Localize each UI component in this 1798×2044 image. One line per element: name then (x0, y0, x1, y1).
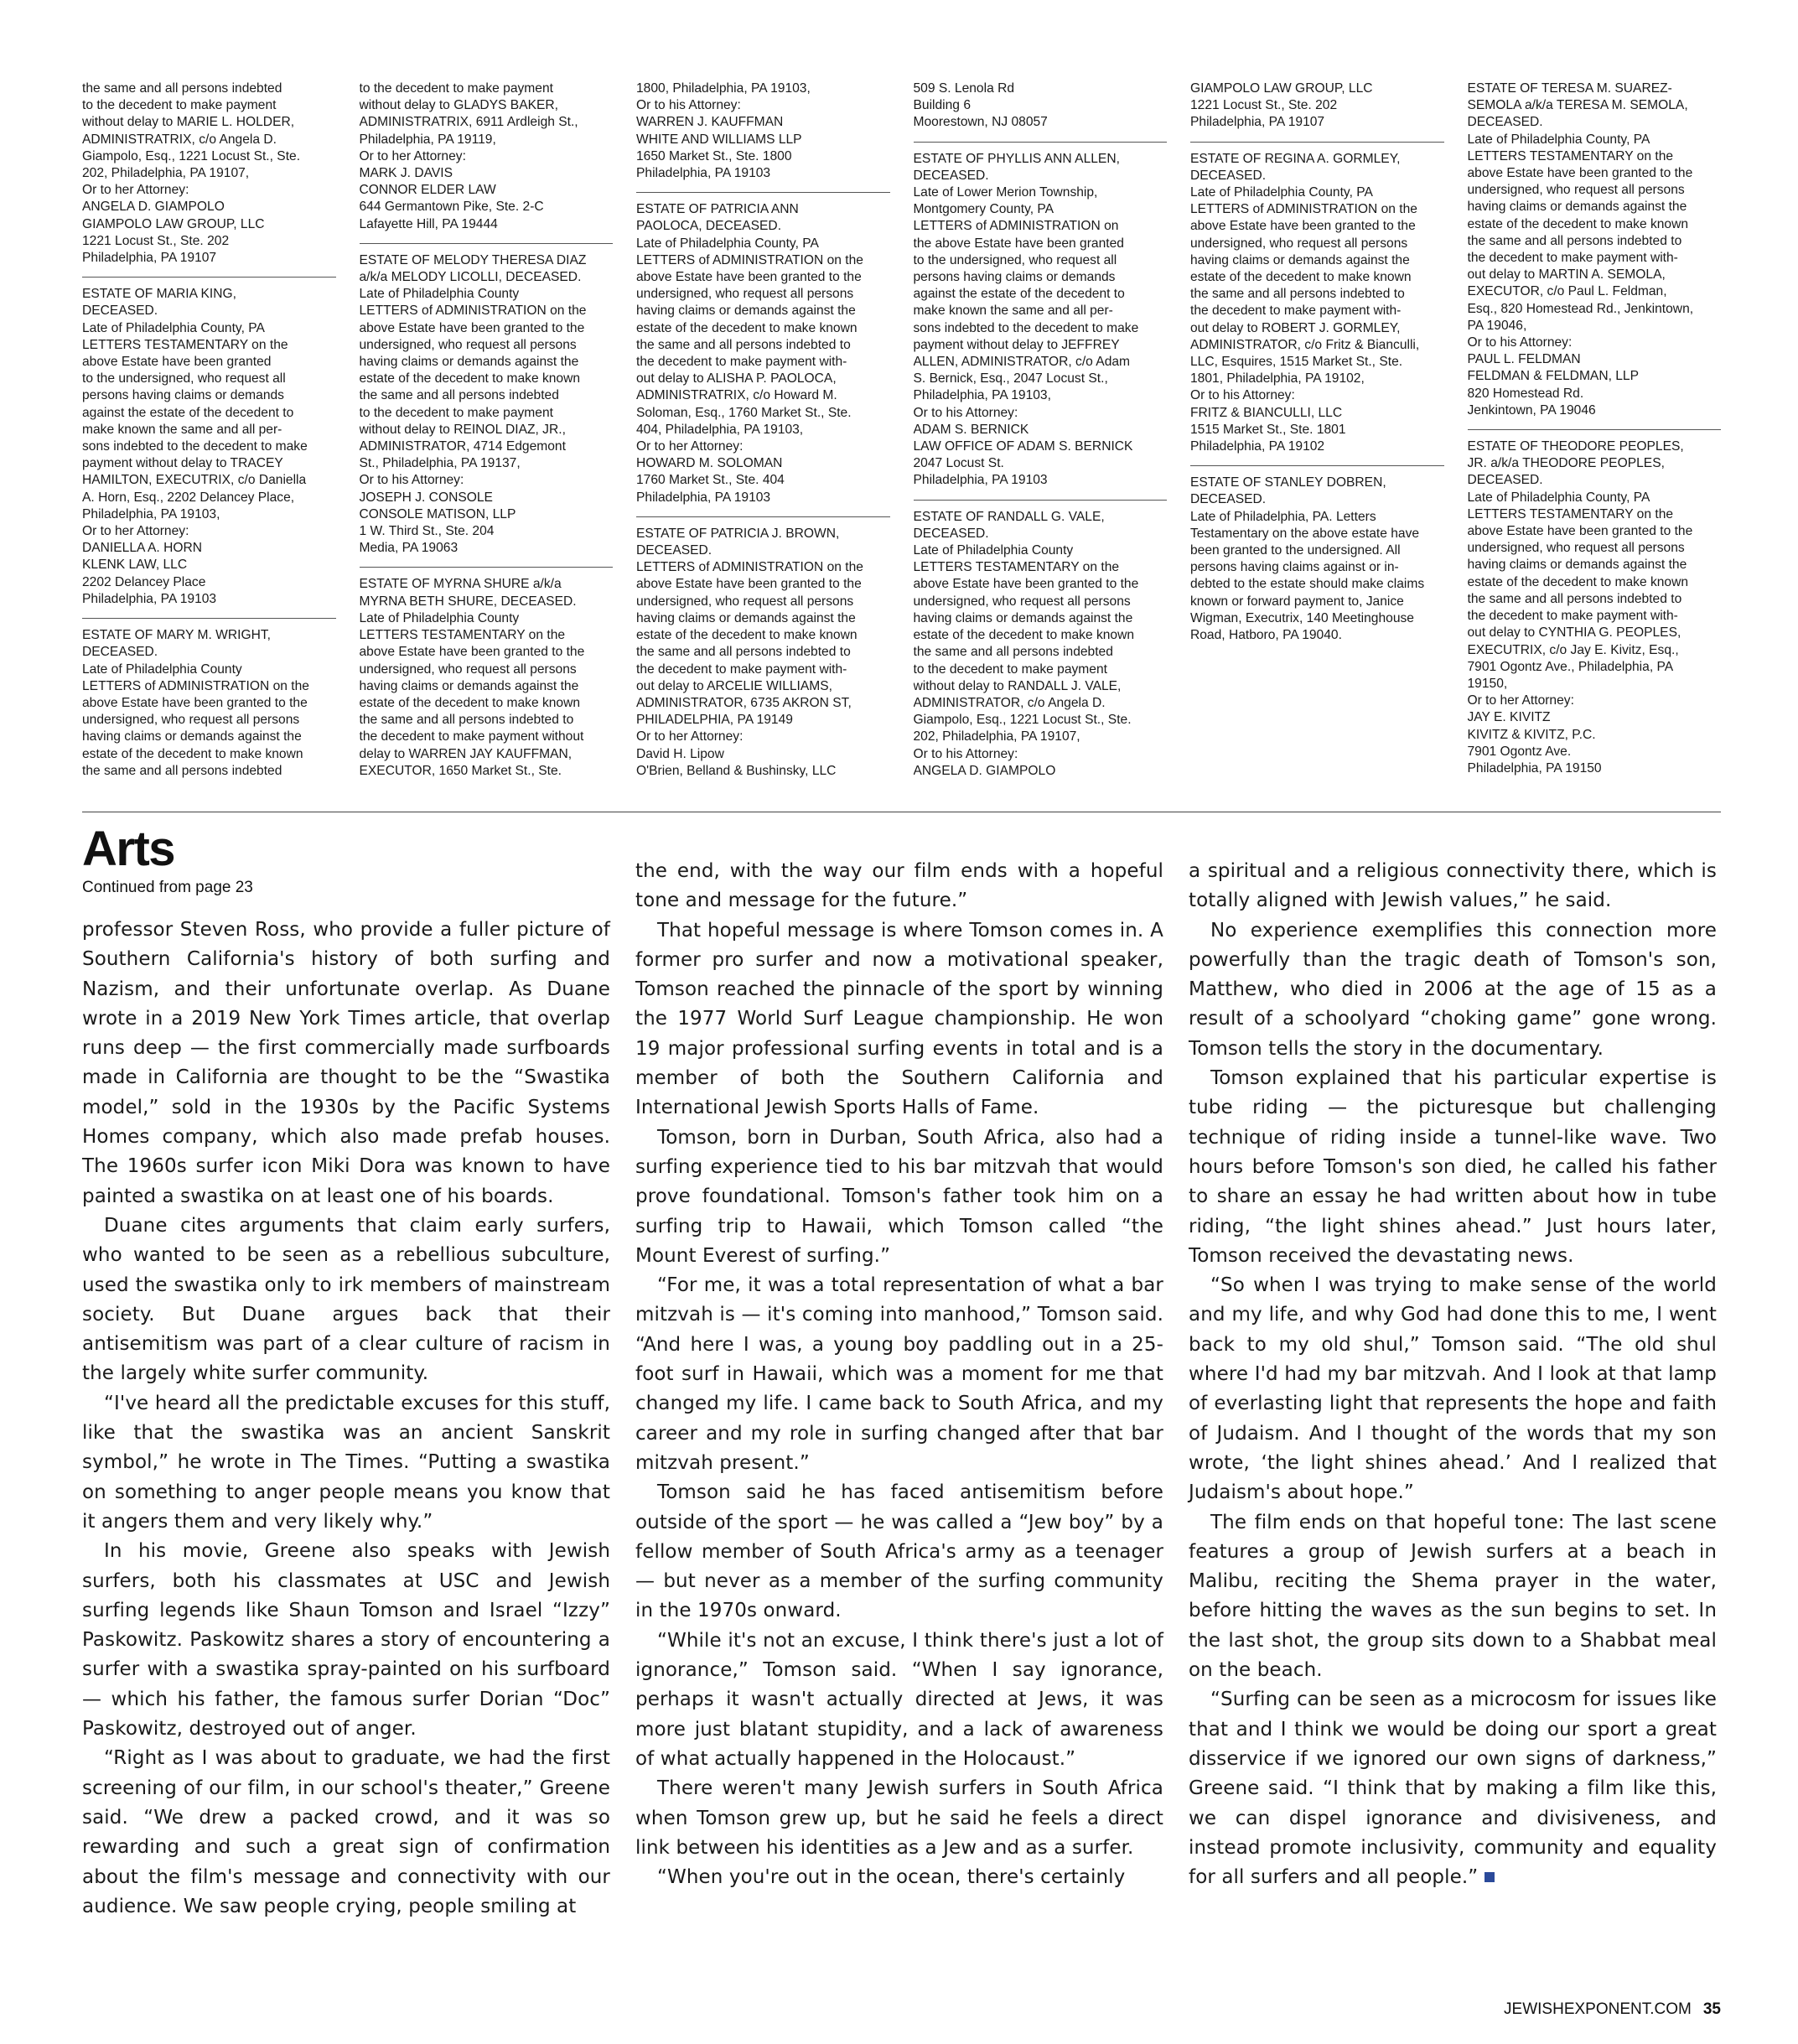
notice-line: Or to his Attorney: (913, 746, 1018, 761)
notice-line: LETTERS TESTAMENTARY on the (913, 560, 1120, 575)
notice-line: Esq., 820 Homestead Rd., Jenkintown, (1467, 301, 1694, 316)
article-paragraph: Duane cites arguments that claim early surfers, who wanted to be seen as a rebellious subculture, used the swastika only to irk members of mainstream society. But Duane argues back that their antisemitism was part of a clear culture of racism in the largely white surfer community. (82, 1214, 610, 1385)
legal-notice (360, 80, 614, 244)
notice-line: persons having claims or demands (82, 388, 284, 403)
notice-line: above Estate have been granted to the (913, 577, 1139, 592)
notice-line: to the decedent to make payment (359, 81, 553, 96)
notice-line: Or to her Attorney: (636, 729, 744, 744)
notice-line: LETTERS TESTAMENTARY on the (1467, 148, 1674, 163)
notice-line: PAOLOCA, DECEASED. (636, 219, 782, 234)
notice-line: out delay to ALISHA P. PAOLOCA, (636, 371, 837, 386)
notice-line: a/k/a MELODY LICOLLI, DECEASED. (359, 270, 582, 285)
notice-line: LETTERS of ADMINISTRATION on (913, 219, 1119, 234)
page-footer (1504, 2000, 1721, 2019)
notice-line: Or to her Attorney: (636, 439, 744, 454)
notice-line: ADMINISTRATRIX, 6911 Ardleigh St., (359, 115, 578, 130)
notice-line: 2047 Locust St. (913, 456, 1004, 471)
notice-line: the same and all persons indebted to (1190, 287, 1405, 302)
notice-line: Testamentary on the above estate have (1190, 526, 1420, 541)
notice-line: LETTERS of ADMINISTRATION on the (636, 252, 863, 267)
notice-line: Moorestown, NJ 08057 (913, 115, 1048, 130)
notice-line: undersigned, who request all persons (1467, 183, 1685, 198)
notice-line: ESTATE OF REGINA A. GORMLEY, (1190, 151, 1401, 166)
legal-column (1190, 80, 1444, 793)
notice-line: ESTATE OF RANDALL G. VALE, (913, 509, 1105, 524)
notice-line: above Estate have been granted to the (1190, 219, 1416, 234)
page-number: 35 (1702, 2000, 1721, 2018)
notice-line: above Estate have been granted to the (1467, 524, 1693, 539)
notice-line: undersigned, who request all persons (636, 594, 854, 609)
notice-line: DECEASED. (1467, 473, 1543, 488)
notice-line: the decedent to make payment without (359, 729, 584, 744)
notice-line: having claims or demands against the (636, 610, 856, 625)
notice-line: WARREN J. KAUFFMAN (636, 115, 784, 130)
legal-notice (636, 201, 890, 517)
notice-line: estate of the decedent to make known (1467, 216, 1689, 231)
notice-line: 1760 Market St., Ste. 404 (636, 473, 785, 488)
notice-line: against the estate of the decedent to (82, 405, 294, 420)
notice-line: KIVITZ & KIVITZ, P.C. (1467, 727, 1596, 742)
notice-line: HAMILTON, EXECUTRIX, c/o Daniella (82, 473, 307, 488)
legal-notice (360, 576, 614, 789)
notice-line: ADMINISTRATOR, 4714 Edgemont (359, 439, 566, 454)
notice-line: the above Estate have been granted (913, 236, 1124, 251)
legal-notice (82, 80, 336, 278)
legal-notice (1468, 80, 1722, 430)
article-paragraph: In his movie, Greene also speaks with Jewish surfers, both his classmates at USC and Jewish surfing legends like Shaun Tomson and Israel “Izzy” Paskowitz. Paskowitz shares a story of encountering a surfer with a swastika spray-painted on his surfboard — which his father, the famous surfer Dorian “Doc” Paskowitz, destroyed out of anger. (82, 1540, 610, 1741)
notice-line: above Estate have been granted to the (359, 320, 585, 335)
notice-line: 1650 Market St., Ste. 1800 (636, 148, 792, 163)
notice-line: Or to his Attorney: (1190, 388, 1295, 403)
article-paragraph: Tomson, born in Durban, South Africa, also had a surfing experience tied to his bar mitzvah that would prove foundational. Tomson's father took him on a surfing trip to Hawaii, which Tomson called “the Mount Everest of surfing.” (635, 1126, 1163, 1267)
notice-line: the same and all persons indebted to (1467, 591, 1682, 606)
article-paragraph: “When you're out in the ocean, there's certainly (657, 1866, 1126, 1889)
notice-line: 404, Philadelphia, PA 19103, (636, 422, 804, 437)
notice-line: having claims or demands against the (1190, 252, 1410, 267)
article-paragraph: “For me, it was a total representation of what a bar mitzvah is — it's coming into manhood,” Tomson said. “And here I was, a young boy paddling out in a 25-foot surf in Hawaii, which was a moment for me that changed my life. I came back to South Africa, and my career and my role in surfing changed after that bar mitzvah present.” (635, 1274, 1163, 1474)
notice-line: KLENK LAW, LLC (82, 558, 188, 573)
section-heading: Arts (82, 822, 175, 876)
notice-line: Or to her Attorney: (82, 183, 189, 198)
notice-line: the same and all persons indebted (82, 763, 282, 778)
legal-notice (636, 80, 890, 193)
notice-line: DANIELLA A. HORN (82, 541, 202, 556)
notice-line: to the decedent to make payment (359, 405, 553, 420)
notice-line: undersigned, who request all persons (1190, 236, 1408, 251)
notice-line: the same and all persons indebted to (636, 337, 851, 352)
notice-line: LETTERS of ADMINISTRATION on the (1190, 202, 1417, 217)
notice-line: the same and all persons indebted to (636, 645, 851, 660)
notice-line: Philadelphia, PA 19119, (359, 132, 496, 147)
legal-notice (636, 526, 890, 790)
notice-line: payment without delay to TRACEY (82, 456, 283, 471)
notice-line: above Estate have been granted to the (82, 695, 308, 710)
notice-line: PHILADELPHIA, PA 19149 (636, 713, 793, 728)
notice-line: Montgomery County, PA (913, 202, 1054, 217)
notice-line: known or forward payment to, Janice (1190, 594, 1404, 609)
article-paragraph: That hopeful message is where Tomson comes in. A former pro surfer and now a motivational speaker, Tomson reached the pinnacle of the sport by winning the 1977 World Surf League championship. He won 19 major professional surfing events in total and is a member of both the Southern California and International Jewish Sports Halls of Fame. (635, 919, 1163, 1119)
legal-notice (360, 252, 614, 568)
notice-line: ADAM S. BERNICK (913, 422, 1029, 437)
notice-line: JOSEPH J. CONSOLE (359, 490, 493, 505)
end-mark-icon (1485, 1872, 1495, 1882)
notice-line: EXECUTOR, c/o Paul L. Feldman, (1467, 284, 1667, 299)
notice-line: Or to his Attorney: (359, 473, 464, 488)
notice-line: LETTERS TESTAMENTARY on the (82, 337, 288, 352)
notice-line: CONSOLE MATISON, LLP (359, 506, 516, 521)
notice-line: undersigned, who request all persons (636, 287, 854, 302)
notice-line: O'Brien, Belland & Bushinsky, LLC (636, 763, 837, 778)
notice-line: undersigned, who request all persons (913, 594, 1131, 609)
notice-line: make known the same and all per- (913, 303, 1113, 319)
notice-line: ESTATE OF MARIA KING, (82, 287, 236, 302)
notice-line: DECEASED. (913, 526, 989, 541)
notice-line: Or to her Attorney: (82, 524, 189, 539)
notice-line: Lafayette Hill, PA 19444 (359, 216, 498, 231)
notice-line: Jenkintown, PA 19046 (1467, 402, 1596, 418)
notice-line: Late of Philadelphia County (359, 610, 520, 625)
notice-line: 644 Germantown Pike, Ste. 2-C (359, 200, 544, 215)
continued-note: Continued from page 23 (82, 879, 253, 896)
notice-line: Late of Philadelphia County, PA (636, 236, 819, 251)
notice-line: the decedent to make payment with- (1190, 303, 1402, 319)
notice-line: MYRNA BETH SHURE, DECEASED. (359, 594, 577, 609)
notice-line: Philadelphia, PA 19103 (913, 473, 1048, 488)
notice-line: 1221 Locust St., Ste. 202 (1190, 98, 1338, 113)
article-paragraph: Tomson explained that his particular expertise is tube riding — the picturesque but challenging technique of riding inside a tunnel-like wave. Two hours before Tomson's son died, he called his father to share an essay he had written about how in tube riding, “the light shines ahead.” Just hours later, Tomson received the devastating news. (1189, 1067, 1717, 1267)
legal-notice (82, 286, 336, 619)
legal-notices (82, 80, 1721, 793)
article-paragraph: professor Steven Ross, who provide a fuller picture of Southern California's history of both surfing and Nazism, and their unfortunate overlap. As Duane wrote in a 2019 New York Times article, that overlap runs deep — the first commercially made surfboards made in California are thought to be the “Swastika model,” sold in the 1930s by the Pacific Systems Homes company, which also made prefab houses. The 1960s surfer icon Miki Dora was known to have painted a swastika on at least one of his boards. (82, 919, 610, 1207)
notice-line: LETTERS of ADMINISTRATION on the (636, 560, 863, 575)
notice-line: having claims or demands against the (82, 729, 302, 744)
notice-line: DECEASED. (913, 168, 989, 183)
notice-line: Late of Philadelphia County (913, 543, 1074, 558)
notice-line: DECEASED. (82, 645, 158, 660)
notice-line: the decedent to make payment with- (1467, 251, 1678, 266)
notice-line: Late of Philadelphia County, PA (1190, 185, 1373, 200)
notice-line: LETTERS TESTAMENTARY on the (359, 628, 566, 643)
notice-line: the decedent to make payment with- (636, 355, 847, 370)
notice-line: ALLEN, ADMINISTRATOR, c/o Adam (913, 355, 1131, 370)
notice-line: Giampolo, Esq., 1221 Locust St., Ste. (913, 713, 1132, 728)
notice-line: FRITZ & BIANCULLI, LLC (1190, 405, 1343, 420)
notice-line: the same and all persons indebted to (359, 713, 574, 728)
notice-line: estate of the decedent to make known (636, 628, 858, 643)
notice-line: Late of Lower Merion Township, (913, 185, 1098, 200)
notice-line: EXECUTOR, 1650 Market St., Ste. (359, 763, 562, 778)
notice-line: CONNOR ELDER LAW (359, 183, 496, 198)
article-paragraph: a spiritual and a religious connectivity there, which is totally aligned with Jewish values,” he said. (1189, 860, 1717, 912)
notice-line: without delay to MARIE L. HOLDER, (82, 115, 295, 130)
notice-line: having claims or demands against the (1467, 558, 1687, 573)
notice-line: the same and all persons indebted (913, 645, 1113, 660)
article-paragraph: No experience exemplifies this connection more powerfully than the tragic death of Tomson's son, Matthew, who died in 2006 at the age of 15 as a result of a schoolyard “choking game” gone wrong. Tomson tells the story in the documentary. (1189, 919, 1717, 1060)
notice-line: Soloman, Esq., 1760 Market St., Ste. (636, 405, 852, 420)
notice-line: having claims or demands against the (913, 610, 1133, 625)
notice-line: Or to his Attorney: (1467, 335, 1573, 350)
notice-line: LETTERS of ADMINISTRATION on the (359, 303, 587, 319)
notice-line: to the undersigned, who request all (913, 252, 1117, 267)
notice-line: the decedent to make payment with- (1467, 609, 1678, 624)
notice-line: delay to WARREN JAY KAUFFMAN, (359, 746, 573, 761)
notice-line: ESTATE OF MARY M. WRIGHT, (82, 628, 271, 643)
notice-line: 7901 Ogontz Ave. (1467, 744, 1572, 759)
notice-line: 2202 Delancey Place (82, 574, 206, 589)
legal-column (636, 80, 890, 793)
notice-line: above Estate have been granted to the (1467, 166, 1693, 181)
notice-line: 509 S. Lenola Rd (913, 81, 1015, 96)
article-paragraph: Tomson said he has faced antisemitism before outside of the sport — he was called a “Jew boy” by a fellow member of South Africa's army as a teenager — but never as a member of the surfing community in the 1970s onward. (635, 1481, 1163, 1622)
notice-line: the same and all persons indebted (359, 388, 559, 403)
notice-line: without delay to GLADYS BAKER, (359, 98, 558, 113)
notice-line: ANGELA D. GIAMPOLO (913, 763, 1056, 778)
notice-line: above Estate have been granted to the (636, 577, 862, 592)
notice-line: ESTATE OF THEODORE PEOPLES, (1467, 439, 1684, 454)
notice-line: Or to her Attorney: (359, 148, 466, 163)
notice-line: without delay to RANDALL J. VALE, (913, 678, 1122, 693)
notice-line: undersigned, who request all persons (82, 713, 300, 728)
notice-line: Giampolo, Esq., 1221 Locust St., Ste. (82, 148, 301, 163)
notice-line: to the decedent to make payment (913, 661, 1107, 677)
notice-line: EXECUTRIX, c/o Jay E. Kivitz, Esq., (1467, 642, 1679, 657)
notice-line: ESTATE OF MYRNA SHURE a/k/a (359, 577, 562, 592)
site-url[interactable]: JEWISHEXPONENT.COM (1504, 2000, 1692, 2018)
notice-line: ADMINISTRATOR, c/o Angela D. (913, 695, 1106, 710)
notice-line: Media, PA 19063 (359, 541, 459, 556)
notice-line: ESTATE OF PATRICIA J. BROWN, (636, 526, 840, 541)
notice-line: Building 6 (913, 98, 971, 113)
notice-line: S. Bernick, Esq., 2047 Locust St., (913, 371, 1108, 386)
notice-line: estate of the decedent to make known (1190, 270, 1412, 285)
notice-line: estate of the decedent to make known (636, 320, 858, 335)
notice-line: MARK J. DAVIS (359, 166, 453, 181)
legal-notice (82, 627, 336, 790)
notice-line: 202, Philadelphia, PA 19107, (913, 729, 1080, 744)
article-paragraph: “Surfing can be seen as a microcosm for issues like that and I think we would be doing our sport a great disservice if we ignored our own signs of darkness,” Greene said. “I think that by making a film like this, we can dispel ignorance and divisiveness, and instead promote inclusivity, community and equality for all surfers and all people.” (1189, 1689, 1717, 1889)
notice-line: sons indebted to the decedent to make (913, 320, 1139, 335)
notice-line: estate of the decedent to make known (1467, 574, 1689, 589)
notice-line: HOWARD M. SOLOMAN (636, 456, 783, 471)
notice-line: Late of Philadelphia County, PA (82, 320, 265, 335)
article-paragraph: the end, with the way our film ends with a hopeful tone and message for the future.” (635, 860, 1163, 912)
notice-line: Late of Philadelphia, PA. Letters (1190, 509, 1376, 524)
notice-line: out delay to CYNTHIA G. PEOPLES, (1467, 625, 1681, 641)
notice-line: having claims or demands against the (1467, 200, 1687, 215)
notice-line: estate of the decedent to make known (359, 695, 581, 710)
notice-line: Philadelphia, PA 19150 (1467, 760, 1602, 776)
legal-notice (914, 509, 1168, 790)
notice-line: without delay to REINOL DIAZ, JR., (359, 422, 566, 437)
notice-line: Or to her Attorney: (1467, 693, 1574, 708)
legal-column (82, 80, 336, 793)
notice-line: ADMINISTRATRIX, c/o Howard M. (636, 388, 837, 403)
notice-line: the same and all persons indebted (82, 81, 282, 96)
notice-line: A. Horn, Esq., 2202 Delancey Place, (82, 490, 295, 505)
notice-line: St., Philadelphia, PA 19137, (359, 456, 521, 471)
notice-line: the same and all persons indebted to (1467, 233, 1682, 248)
notice-line: Wigman, Executrix, 140 Meetinghouse (1190, 610, 1414, 625)
legal-notice (1190, 151, 1444, 467)
notice-line: ADMINISTRATOR, 6735 AKRON ST, (636, 695, 852, 710)
notice-line: sons indebted to the decedent to make (82, 439, 308, 454)
notice-line: 202, Philadelphia, PA 19107, (82, 166, 250, 181)
legal-notice (1468, 438, 1722, 787)
notice-line: 1221 Locust St., Ste. 202 (82, 233, 230, 248)
notice-line: having claims or demands against the (636, 303, 856, 319)
notice-line: above Estate have been granted (82, 355, 272, 370)
legal-notice (914, 80, 1168, 143)
notice-line: ESTATE OF TERESA M. SUAREZ- (1467, 81, 1672, 96)
legal-notice (1190, 475, 1444, 654)
article-column-1 (82, 916, 610, 1922)
legal-column (360, 80, 614, 793)
notice-line: estate of the decedent to make known (359, 371, 581, 386)
notice-line: 7901 Ogontz Ave., Philadelphia, PA (1467, 659, 1674, 674)
notice-line: having claims or demands against the (359, 355, 579, 370)
notice-line: Philadelphia, PA 19102 (1190, 439, 1325, 454)
notice-line: ANGELA D. GIAMPOLO (82, 200, 225, 215)
article-paragraph: “I've heard all the predictable excuses for this stuff, like that the swastika was an ancient Sanskrit symbol,” he wrote in The Times. “Putting a swastika on something to anger people means you know that it angers them and very likely why.” (82, 1392, 610, 1533)
notice-line: ESTATE OF STANLEY DOBREN, (1190, 475, 1386, 490)
notice-line: to the undersigned, who request all (82, 371, 286, 386)
notice-line: ADMINISTRATOR, c/o Fritz & Bianculli, (1190, 337, 1420, 352)
notice-line: Philadelphia, PA 19103 (636, 490, 771, 505)
notice-line: payment without delay to JEFFREY (913, 337, 1120, 352)
notice-line: Philadelphia, PA 19103 (636, 166, 771, 181)
notice-line: 1800, Philadelphia, PA 19103, (636, 81, 811, 96)
notice-line: 820 Homestead Rd. (1467, 386, 1584, 401)
notice-line: make known the same and all per- (82, 422, 282, 437)
notice-line: 19150, (1467, 676, 1508, 691)
notice-line: 1801, Philadelphia, PA 19102, (1190, 371, 1365, 386)
notice-line: SEMOLA a/k/a TERESA M. SEMOLA, (1467, 98, 1688, 113)
notice-line: DECEASED. (1190, 168, 1267, 183)
notice-line: FELDMAN & FELDMAN, LLP (1467, 369, 1640, 384)
notice-line: 1 W. Third St., Ste. 204 (359, 524, 495, 539)
notice-line: GIAMPOLO LAW GROUP, LLC (1190, 81, 1373, 96)
notice-line: Or to his Attorney: (913, 405, 1018, 420)
notice-line: LAW OFFICE OF ADAM S. BERNICK (913, 439, 1133, 454)
notice-line: DECEASED. (1190, 492, 1267, 507)
article-paragraph: There weren't many Jewish surfers in South Africa when Tomson grew up, but he said he feels a direct link between his identities as a Jew and as a surfer. (635, 1777, 1163, 1859)
notice-line: ADMINISTRATRIX, c/o Angela D. (82, 132, 277, 147)
notice-line: Philadelphia, PA 19103, (82, 506, 220, 521)
notice-line: JAY E. KIVITZ (1467, 710, 1551, 725)
notice-line: above Estate have been granted to the (359, 645, 585, 660)
notice-line: JR. a/k/a THEODORE PEOPLES, (1467, 456, 1665, 471)
article-paragraph: The film ends on that hopeful tone: The last scene features a group of Jewish surfers at a beach in Malibu, reciting the Shema prayer in the water, before hitting the waves as the sun begins to set. In the last shot, the group sits down to a Shabbat meal on the beach. (1189, 1511, 1717, 1682)
notice-line: Philadelphia, PA 19107 (1190, 115, 1325, 130)
notice-line: to the decedent to make payment (82, 98, 277, 113)
notice-line: the decedent to make payment with- (636, 661, 847, 677)
notice-line: Late of Philadelphia County (359, 287, 520, 302)
notice-line: Or to his Attorney: (636, 98, 741, 113)
notice-line: out delay to ARCELIE WILLIAMS, (636, 678, 833, 693)
legal-column (914, 80, 1168, 793)
notice-line: against the estate of the decedent to (913, 287, 1125, 302)
notice-line: GIAMPOLO LAW GROUP, LLC (82, 216, 265, 231)
notice-line: Philadelphia, PA 19103, (913, 388, 1051, 403)
notice-line: Late of Philadelphia County, PA (1467, 132, 1650, 147)
notice-line: debted to the estate should make claims (1190, 577, 1425, 592)
notice-line: DECEASED. (82, 303, 158, 319)
notice-line: persons having claims against or in- (1190, 560, 1399, 575)
notice-line: persons having claims or demands (913, 270, 1116, 285)
notice-line: Road, Hatboro, PA 19040. (1190, 628, 1342, 643)
notice-line: Late of Philadelphia County, PA (1467, 490, 1650, 505)
notice-line: been granted to the undersigned. All (1190, 543, 1401, 558)
legal-column (1468, 80, 1722, 793)
notice-line: Philadelphia, PA 19103 (82, 591, 217, 606)
notice-line: 1515 Market St., Ste. 1801 (1190, 422, 1346, 437)
notice-line: LETTERS of ADMINISTRATION on the (82, 678, 309, 693)
notice-line: undersigned, who request all persons (1467, 541, 1685, 556)
notice-line: Philadelphia, PA 19107 (82, 251, 217, 266)
article-paragraph: “Right as I was about to graduate, we had the first screening of our film, in our school's theater,” Greene said. “We drew a packed crowd, and it was so rewarding and such a great sign of confirmation about the film's message and connectivity with our audience. We saw people crying, people smiling at (82, 1747, 610, 1917)
notice-line: LLC, Esquires, 1515 Market St., Ste. (1190, 355, 1403, 370)
notice-line: undersigned, who request all persons (359, 337, 577, 352)
notice-line: ESTATE OF PATRICIA ANN (636, 202, 799, 217)
notice-line: out delay to ROBERT J. GORMLEY, (1190, 320, 1401, 335)
article-paragraph: “So when I was trying to make sense of the world and my life, and why God had done this to me, I went back to my old shul,” Tomson said. “The old shul where I'd had my bar mitzvah. And I look at that lamp of everlasting light that represents the hope and faith of Judaism. And I thought of the words that my son wrote, ‘the light shines ahead.’ And I realized that Judaism's about hope.” (1189, 1274, 1717, 1504)
notice-line: having claims or demands against the (359, 678, 579, 693)
notice-line: LETTERS TESTAMENTARY on the (1467, 506, 1674, 521)
article-paragraph: “While it's not an excuse, I think there's just a lot of ignorance,” Tomson said. “When I say ignorance, perhaps it wasn't actually directed at Jews, it was more just blatant stupidity, and a lack of awareness of what actually happened in the Holocaust.” (635, 1629, 1163, 1770)
notice-line: above Estate have been granted to the (636, 270, 862, 285)
notice-line: estate of the decedent to make known (913, 628, 1135, 643)
notice-line: DECEASED. (636, 543, 712, 558)
notice-line: ESTATE OF PHYLLIS ANN ALLEN, (913, 151, 1120, 166)
legal-notice (914, 151, 1168, 501)
notice-line: DECEASED. (1467, 115, 1543, 130)
notice-line: ESTATE OF MELODY THERESA DIAZ (359, 252, 587, 267)
legal-notice (1190, 80, 1444, 143)
notice-line: Late of Philadelphia County (82, 661, 242, 677)
notice-line: undersigned, who request all persons (359, 661, 577, 677)
notice-line: PA 19046, (1467, 318, 1527, 333)
notice-line: David H. Lipow (636, 746, 724, 761)
notice-line: estate of the decedent to make known (82, 746, 303, 761)
notice-line: out delay to MARTIN A. SEMOLA, (1467, 267, 1666, 283)
notice-line: PAUL L. FELDMAN (1467, 352, 1581, 367)
article-column-2 (635, 857, 1163, 1892)
article-column-3 (1189, 857, 1717, 1892)
notice-line: WHITE AND WILLIAMS LLP (636, 132, 802, 147)
